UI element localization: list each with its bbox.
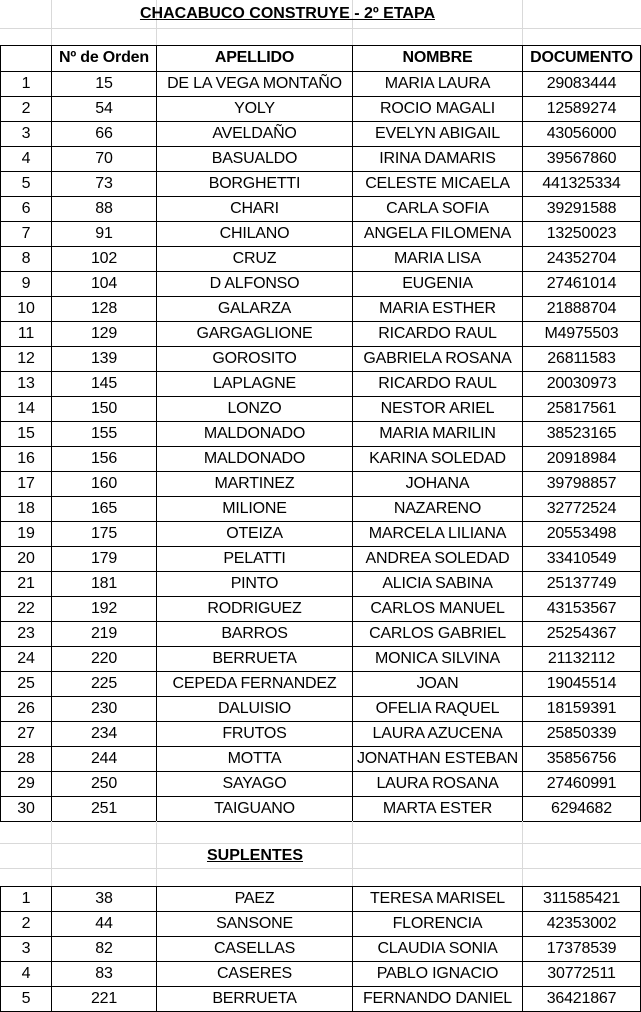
main-table-row (0, 221, 641, 247)
first-name-cell: CLAUDIA SONIA (353, 936, 523, 961)
document-number-cell: 25850339 (523, 721, 641, 746)
surname-cell: SAYAGO (157, 771, 353, 796)
row-index-cell: 19 (0, 521, 52, 546)
header-orden: Nº de Orden (52, 45, 157, 71)
surname-cell: GALARZA (157, 296, 353, 321)
order-number-cell: 102 (52, 246, 157, 271)
row-index-cell: 23 (0, 621, 52, 646)
first-name-cell: JOHANA (353, 471, 523, 496)
order-number-cell: 44 (52, 911, 157, 936)
order-number-cell: 15 (52, 71, 157, 96)
document-number-cell: 19045514 (523, 671, 641, 696)
order-number-cell: 160 (52, 471, 157, 496)
document-number-cell: 13250023 (523, 221, 641, 246)
document-number-cell: 39798857 (523, 471, 641, 496)
document-number-cell: 43056000 (523, 121, 641, 146)
document-number-cell: 39567860 (523, 146, 641, 171)
row-index-cell: 4 (0, 961, 52, 986)
document-number-cell: 20030973 (523, 371, 641, 396)
first-name-cell: MARTA ESTER (353, 796, 523, 821)
surname-cell: OTEIZA (157, 521, 353, 546)
document-number-cell: 39291588 (523, 196, 641, 221)
order-number-cell: 244 (52, 746, 157, 771)
first-name-cell: IRINA DAMARIS (353, 146, 523, 171)
order-number-cell: 82 (52, 936, 157, 961)
document-number-cell: 25817561 (523, 396, 641, 421)
main-table-row (0, 596, 641, 622)
document-number-cell: 24352704 (523, 246, 641, 271)
document-number-cell: 25254367 (523, 621, 641, 646)
main-table-row (0, 296, 641, 322)
row-index-cell: 21 (0, 571, 52, 596)
order-number-cell: 221 (52, 986, 157, 1011)
first-name-cell: JONATHAN ESTEBAN (353, 746, 523, 771)
first-name-cell: GABRIELA ROSANA (353, 346, 523, 371)
main-table-row (0, 546, 641, 572)
first-name-cell: MARIA LISA (353, 246, 523, 271)
first-name-cell: CARLOS MANUEL (353, 596, 523, 621)
document-number-cell: 20553498 (523, 521, 641, 546)
order-number-cell: 175 (52, 521, 157, 546)
suplentes-table-row (0, 986, 641, 1012)
first-name-cell: OFELIA RAQUEL (353, 696, 523, 721)
main-table-row (0, 696, 641, 722)
first-name-cell: CARLA SOFIA (353, 196, 523, 221)
row-index-cell: 3 (0, 121, 52, 146)
order-number-cell: 88 (52, 196, 157, 221)
suplentes-table-row (0, 911, 641, 937)
row-index-cell: 1 (0, 71, 52, 96)
sheet-title: CHACABUCO CONSTRUYE - 2º ETAPA (139, 5, 436, 22)
suplentes-title: SUPLENTES (206, 846, 303, 864)
surname-cell: CEPEDA FERNANDEZ (157, 671, 353, 696)
order-number-cell: 128 (52, 296, 157, 321)
main-table-row (0, 721, 641, 747)
surname-cell: CHILANO (157, 221, 353, 246)
surname-cell: MOTTA (157, 746, 353, 771)
main-table-row (0, 646, 641, 672)
surname-cell: PAEZ (157, 886, 353, 911)
first-name-cell: RICARDO RAUL (353, 371, 523, 396)
row-index-cell: 24 (0, 646, 52, 671)
first-name-cell: ROCIO MAGALI (353, 96, 523, 121)
main-table-row (0, 521, 641, 547)
main-table-row (0, 746, 641, 772)
main-table-row (0, 271, 641, 297)
main-table-row (0, 246, 641, 272)
main-table-row (0, 771, 641, 797)
main-table-row (0, 71, 641, 97)
document-number-cell: 21888704 (523, 296, 641, 321)
row-index-cell: 15 (0, 421, 52, 446)
surname-cell: CASERES (157, 961, 353, 986)
document-number-cell: M4975503 (523, 321, 641, 346)
spacer-row (0, 868, 641, 887)
document-number-cell: 25137749 (523, 571, 641, 596)
surname-cell: CHARI (157, 196, 353, 221)
suplentes-top-border (0, 886, 641, 887)
order-number-cell: 250 (52, 771, 157, 796)
row-index-cell: 13 (0, 371, 52, 396)
header-index (0, 45, 52, 71)
document-number-cell: 441325334 (523, 171, 641, 196)
first-name-cell: MONICA SILVINA (353, 646, 523, 671)
main-table-row (0, 96, 641, 122)
surname-cell: DE LA VEGA MONTAÑO (157, 71, 353, 96)
first-name-cell: NESTOR ARIEL (353, 396, 523, 421)
surname-cell: YOLY (157, 96, 353, 121)
row-index-cell: 14 (0, 396, 52, 421)
surname-cell: CRUZ (157, 246, 353, 271)
surname-cell: TAIGUANO (157, 796, 353, 821)
suplentes-table-row (0, 886, 641, 912)
document-number-cell: 27460991 (523, 771, 641, 796)
row-index-cell: 12 (0, 346, 52, 371)
order-number-cell: 220 (52, 646, 157, 671)
order-number-cell: 192 (52, 596, 157, 621)
row-index-cell: 10 (0, 296, 52, 321)
document-number-cell: 17378539 (523, 936, 641, 961)
first-name-cell: JOAN (353, 671, 523, 696)
document-number-cell: 21132112 (523, 646, 641, 671)
first-name-cell: PABLO IGNACIO (353, 961, 523, 986)
order-number-cell: 219 (52, 621, 157, 646)
first-name-cell: LAURA ROSANA (353, 771, 523, 796)
row-index-cell: 5 (0, 986, 52, 1011)
spacer-row (0, 821, 641, 844)
row-index-cell: 3 (0, 936, 52, 961)
document-number-cell: 27461014 (523, 271, 641, 296)
suplentes-table-row (0, 936, 641, 962)
first-name-cell: CARLOS GABRIEL (353, 621, 523, 646)
main-table-row (0, 446, 641, 472)
document-number-cell: 43153567 (523, 596, 641, 621)
first-name-cell: FLORENCIA (353, 911, 523, 936)
row-index-cell: 9 (0, 271, 52, 296)
surname-cell: SANSONE (157, 911, 353, 936)
row-index-cell: 30 (0, 796, 52, 821)
order-number-cell: 234 (52, 721, 157, 746)
document-number-cell: 20918984 (523, 446, 641, 471)
header-nombre: NOMBRE (353, 45, 523, 71)
order-number-cell: 179 (52, 546, 157, 571)
order-number-cell: 104 (52, 271, 157, 296)
row-index-cell: 8 (0, 246, 52, 271)
order-number-cell: 129 (52, 321, 157, 346)
header-row (0, 45, 641, 72)
row-index-cell: 7 (0, 221, 52, 246)
row-index-cell: 17 (0, 471, 52, 496)
surname-cell: MILIONE (157, 496, 353, 521)
row-index-cell: 5 (0, 171, 52, 196)
order-number-cell: 70 (52, 146, 157, 171)
header-apellido: APELLIDO (157, 45, 353, 71)
order-number-cell: 91 (52, 221, 157, 246)
order-number-cell: 156 (52, 446, 157, 471)
main-table-row (0, 571, 641, 597)
order-number-cell: 251 (52, 796, 157, 821)
row-index-cell: 1 (0, 886, 52, 911)
order-number-cell: 54 (52, 96, 157, 121)
main-table-row (0, 396, 641, 422)
first-name-cell: MARCELA LILIANA (353, 521, 523, 546)
order-number-cell: 230 (52, 696, 157, 721)
order-number-cell: 38 (52, 886, 157, 911)
order-number-cell: 225 (52, 671, 157, 696)
surname-cell: MALDONADO (157, 446, 353, 471)
document-number-cell: 36421867 (523, 986, 641, 1011)
main-table-row (0, 346, 641, 372)
first-name-cell: ALICIA SABINA (353, 571, 523, 596)
first-name-cell: EUGENIA (353, 271, 523, 296)
row-index-cell: 6 (0, 196, 52, 221)
main-table-row (0, 321, 641, 347)
main-table-row (0, 671, 641, 697)
first-name-cell: KARINA SOLEDAD (353, 446, 523, 471)
row-index-cell: 18 (0, 496, 52, 521)
surname-cell: PELATTI (157, 546, 353, 571)
order-number-cell: 150 (52, 396, 157, 421)
row-index-cell: 26 (0, 696, 52, 721)
main-table-row (0, 621, 641, 647)
main-table-row (0, 371, 641, 397)
first-name-cell: MARIA MARILIN (353, 421, 523, 446)
row-index-cell: 22 (0, 596, 52, 621)
first-name-cell: ANDREA SOLEDAD (353, 546, 523, 571)
document-number-cell: 32772524 (523, 496, 641, 521)
row-index-cell: 11 (0, 321, 52, 346)
row-index-cell: 29 (0, 771, 52, 796)
document-number-cell: 18159391 (523, 696, 641, 721)
first-name-cell: NAZARENO (353, 496, 523, 521)
main-table-row (0, 496, 641, 522)
surname-cell: CASELLAS (157, 936, 353, 961)
first-name-cell: MARIA LAURA (353, 71, 523, 96)
surname-cell: BERRUETA (157, 646, 353, 671)
surname-cell: BERRUETA (157, 986, 353, 1011)
spacer-row (0, 28, 641, 46)
surname-cell: D ALFONSO (157, 271, 353, 296)
surname-cell: DALUISIO (157, 696, 353, 721)
row-index-cell: 4 (0, 146, 52, 171)
header-documento: DOCUMENTO (523, 45, 641, 71)
surname-cell: FRUTOS (157, 721, 353, 746)
order-number-cell: 181 (52, 571, 157, 596)
surname-cell: PINTO (157, 571, 353, 596)
row-index-cell: 25 (0, 671, 52, 696)
order-number-cell: 165 (52, 496, 157, 521)
surname-cell: RODRIGUEZ (157, 596, 353, 621)
document-number-cell: 42353002 (523, 911, 641, 936)
surname-cell: AVELDAÑO (157, 121, 353, 146)
surname-cell: BASUALDO (157, 146, 353, 171)
surname-cell: BARROS (157, 621, 353, 646)
document-number-cell: 6294682 (523, 796, 641, 821)
main-table-row (0, 171, 641, 197)
first-name-cell: ANGELA FILOMENA (353, 221, 523, 246)
row-index-cell: 2 (0, 911, 52, 936)
order-number-cell: 66 (52, 121, 157, 146)
row-index-cell: 2 (0, 96, 52, 121)
first-name-cell: MARIA ESTHER (353, 296, 523, 321)
main-table-row (0, 421, 641, 447)
document-number-cell: 29083444 (523, 71, 641, 96)
order-number-cell: 155 (52, 421, 157, 446)
document-number-cell: 33410549 (523, 546, 641, 571)
order-number-cell: 139 (52, 346, 157, 371)
suplentes-table-row (0, 961, 641, 987)
document-number-cell: 30772511 (523, 961, 641, 986)
document-number-cell: 26811583 (523, 346, 641, 371)
surname-cell: GOROSITO (157, 346, 353, 371)
main-table-row (0, 196, 641, 222)
order-number-cell: 83 (52, 961, 157, 986)
main-table-row (0, 796, 641, 822)
first-name-cell: FERNANDO DANIEL (353, 986, 523, 1011)
row-index-cell: 16 (0, 446, 52, 471)
document-number-cell: 311585421 (523, 886, 641, 911)
surname-cell: MALDONADO (157, 421, 353, 446)
first-name-cell: CELESTE MICAELA (353, 171, 523, 196)
main-table-row (0, 146, 641, 172)
first-name-cell: EVELYN ABIGAIL (353, 121, 523, 146)
first-name-cell: LAURA AZUCENA (353, 721, 523, 746)
surname-cell: GARGAGLIONE (157, 321, 353, 346)
document-number-cell: 38523165 (523, 421, 641, 446)
main-table-row (0, 121, 641, 147)
row-index-cell: 27 (0, 721, 52, 746)
row-index-cell: 28 (0, 746, 52, 771)
surname-cell: LAPLAGNE (157, 371, 353, 396)
document-number-cell: 35856756 (523, 746, 641, 771)
order-number-cell: 145 (52, 371, 157, 396)
row-index-cell: 20 (0, 546, 52, 571)
main-table-row (0, 471, 641, 497)
document-number-cell: 12589274 (523, 96, 641, 121)
surname-cell: LONZO (157, 396, 353, 421)
surname-cell: BORGHETTI (157, 171, 353, 196)
surname-cell: MARTINEZ (157, 471, 353, 496)
first-name-cell: TERESA MARISEL (353, 886, 523, 911)
first-name-cell: RICARDO RAUL (353, 321, 523, 346)
order-number-cell: 73 (52, 171, 157, 196)
